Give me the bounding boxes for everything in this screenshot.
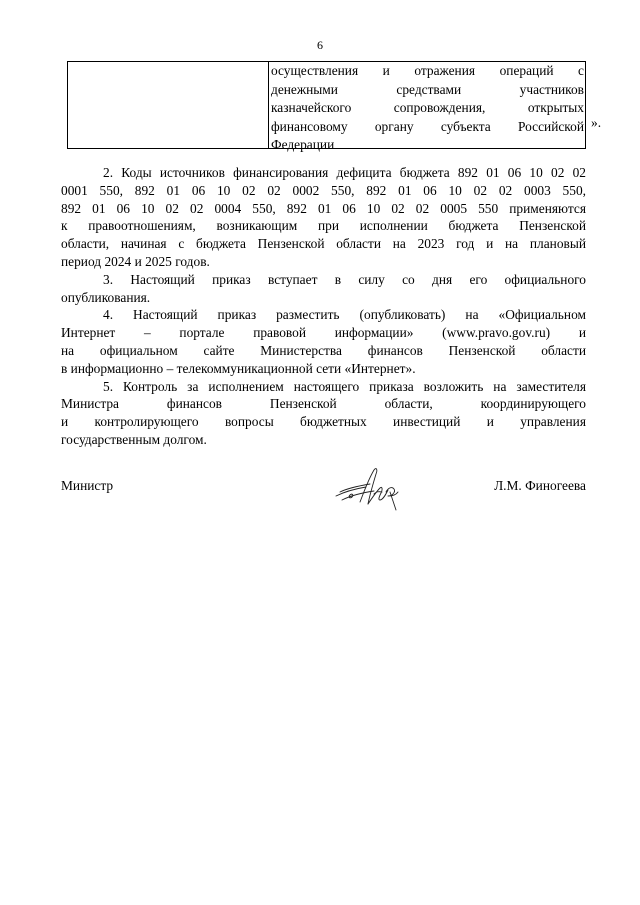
document-body: [61, 164, 586, 449]
signatory-title: Министр: [61, 478, 114, 493]
table-cell-line: Федерации: [271, 137, 335, 153]
paragraph-line: Министра финансов Пензенской области, координирующего: [61, 396, 586, 412]
table-column-divider: [268, 62, 269, 148]
paragraph-line: на официальном сайте Министерства финансов Пензенской области: [61, 342, 586, 358]
page-number: 6: [317, 38, 323, 52]
table-cell-line: казначейского сопровождения, открытых: [271, 100, 584, 116]
table-right-cell: [271, 62, 584, 155]
paragraph-4: [61, 306, 586, 377]
paragraph-line: опубликования.: [61, 289, 151, 305]
paragraph-line: 2. Коды источников финансирования дефицита бюджета 892 01 06 10 02 02: [103, 165, 586, 180]
paragraph-line: и контролирующего вопросы бюджетных инвестиций и управления: [61, 414, 586, 430]
paragraph-line: в информационно – телекоммуникационной сети «Интернет».: [61, 360, 416, 376]
paragraph-3: [61, 271, 586, 307]
table-fragment: [67, 61, 586, 153]
paragraph-line: период 2024 и 2025 годов.: [61, 253, 210, 269]
paragraph-line: к правоотношениям, возникающим при исполнении бюджета Пензенской: [61, 218, 586, 234]
paragraph-line: Интернет – портале правовой информации» (www.pravo.gov.ru) и: [61, 325, 586, 341]
paragraph-2: [61, 164, 586, 271]
paragraph-line: государственным долгом.: [61, 431, 207, 447]
paragraph-line: 3. Настоящий приказ вступает в силу со дня его официального: [103, 271, 586, 287]
signatory-name: Л.М. Финогеева: [494, 478, 586, 493]
paragraph-5: [61, 378, 586, 449]
paragraph-line: 5. Контроль за исполнением настоящего приказа возложить на заместителя: [103, 378, 586, 394]
table-cell-line: финансовому органу субъекта Российской: [271, 118, 584, 134]
paragraph-line: 4. Настоящий приказ разместить (опубликовать) на «Официальном: [103, 307, 586, 323]
handwritten-signature-icon: [330, 462, 410, 514]
table-cell-line: денежными средствами участников: [271, 81, 584, 97]
closing-quote: ».: [591, 115, 602, 130]
paragraph-line: 892 01 06 10 02 02 0004 550, 892 01 06 10 02 02 0005 550 применяются: [61, 200, 586, 216]
paragraph-line: 0001 550, 892 01 06 10 02 02 0002 550, 892 01 06 10 02 02 0003 550,: [61, 182, 586, 198]
paragraph-line: области, начиная с бюджета Пензенской области на 2023 год и на плановый: [61, 236, 586, 252]
table-cell-line: осуществления и отражения операций с: [271, 63, 584, 78]
